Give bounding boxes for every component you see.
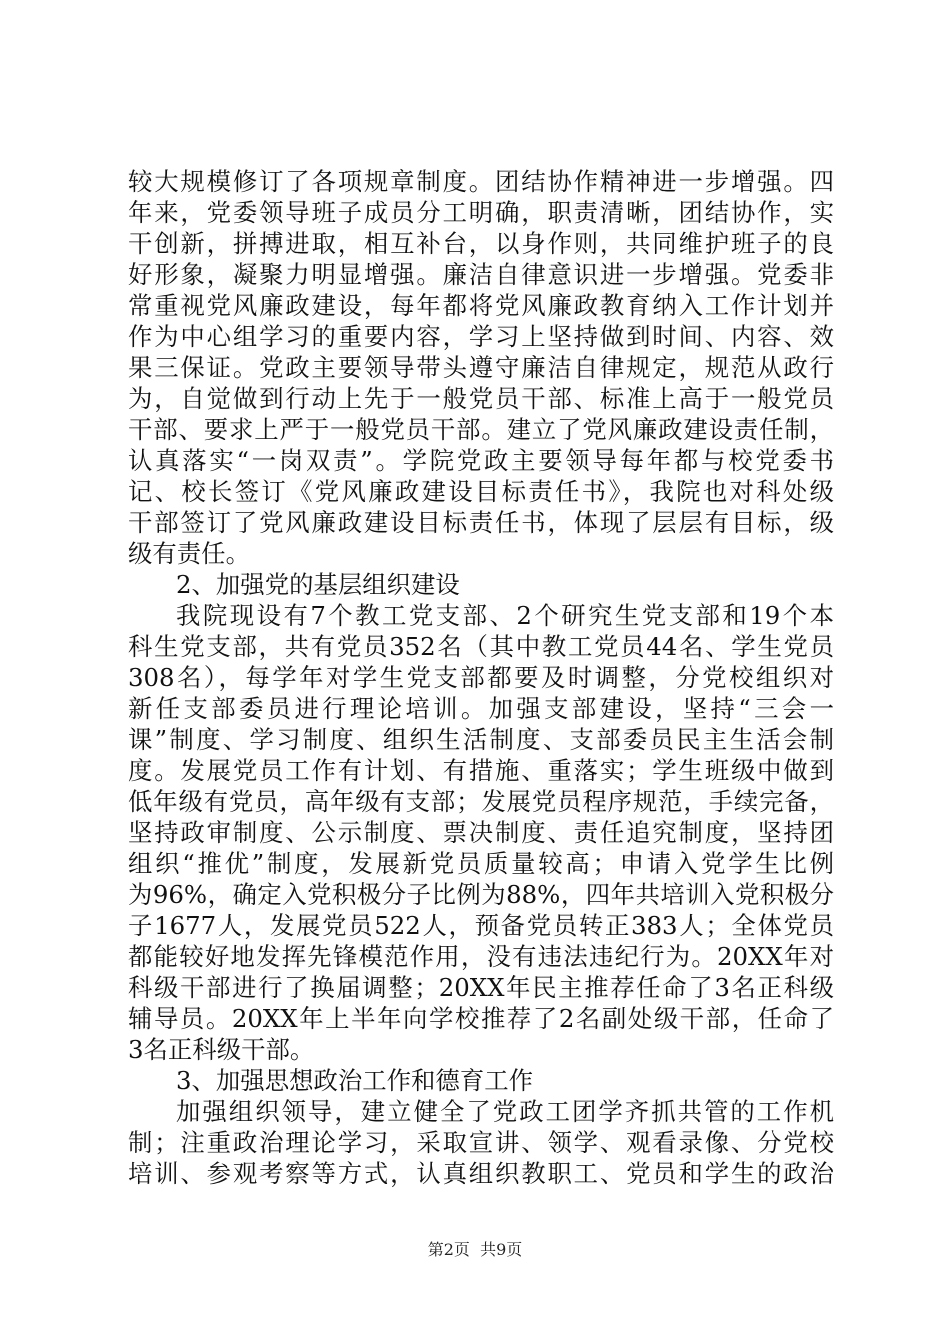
- text-line: 辅导员。20XX年上半年向学校推荐了2名副处级干部，任命了: [128, 1004, 834, 1033]
- text-line: 组织“推优”制度，发展新党员质量较高；申请入党学生比例: [128, 849, 834, 878]
- text-line: 常重视党风廉政建设，每年都将党风廉政教育纳入工作计划并: [128, 291, 834, 320]
- text-line: 干部、要求上严于一般党员干部。建立了党风廉政建设责任制，: [128, 415, 834, 444]
- text-line: 3名正科级干部。: [128, 1035, 315, 1064]
- text-line: 果三保证。党政主要领导带头遵守廉洁自律规定，规范从政行: [128, 353, 834, 382]
- text-line: 子1677人，发展党员522人，预备党员转正383人；全体党员: [128, 911, 834, 940]
- text-line: 级有责任。: [128, 539, 250, 568]
- text-line: 低年级有党员，高年级有支部；发展党员程序规范，手续完备，: [128, 787, 834, 816]
- text-line: 制；注重政治理论学习，采取宣讲、领学、观看录像、分党校: [128, 1128, 834, 1157]
- document-body: [128, 166, 834, 1189]
- text-line: 都能较好地发挥先锋模范作用，没有违法违纪行为。20XX年对: [128, 942, 834, 971]
- page-footer: 第2页 共9页: [427, 1240, 523, 1259]
- text-line: 3、加强思想政治工作和德育工作: [176, 1066, 533, 1095]
- text-line: 科级干部进行了换届调整；20XX年民主推荐任命了3名正科级: [128, 973, 834, 1002]
- text-line: 为，自觉做到行动上先于一般党员干部、标准上高于一般党员: [128, 384, 834, 413]
- text-line: 加强组织领导，建立健全了党政工团学齐抓共管的工作机: [176, 1097, 834, 1126]
- text-line: 308名），每学年对学生党支部都要及时调整，分党校组织对: [128, 663, 834, 692]
- text-line: 我院现设有7个教工党支部、2个研究生党支部和19个本: [176, 601, 834, 630]
- text-line: 好形象，凝聚力明显增强。廉洁自律意识进一步增强。党委非: [128, 260, 834, 289]
- text-line: 课”制度、学习制度、组织生活制度、支部委员民主生活会制: [128, 725, 834, 754]
- text-line: 为96%，确定入党积极分子比例为88%，四年共培训入党积极分: [128, 880, 834, 909]
- text-line: 作为中心组学习的重要内容，学习上坚持做到时间、内容、效: [128, 322, 834, 351]
- text-line: 干部签订了党风廉政建设目标责任书，体现了层层有目标，级: [128, 508, 834, 537]
- text-line: 度。发展党员工作有计划、有措施、重落实；学生班级中做到: [128, 756, 834, 785]
- text-line: 2、加强党的基层组织建设: [176, 570, 460, 599]
- text-line: 新任支部委员进行理论培训。加强支部建设，坚持“三会一: [128, 694, 834, 723]
- text-line: 坚持政审制度、公示制度、票决制度、责任追究制度，坚持团: [128, 818, 834, 847]
- text-line: 干创新，拼搏进取，相互补台，以身作则，共同维护班子的良: [128, 229, 834, 258]
- text-line: 记、校长签订《党风廉政建设目标责任书》，我院也对科处级: [128, 477, 834, 506]
- text-line: 较大规模修订了各项规章制度。团结协作精神进一步增强。四: [128, 167, 834, 196]
- text-line: 年来，党委领导班子成员分工明确，职责清晰，团结协作，实: [128, 198, 834, 227]
- text-line: 科生党支部，共有党员352名（其中教工党员44名、学生党员: [128, 632, 834, 661]
- text-line: 认真落实“一岗双责”。学院党政主要领导每年都与校党委书: [128, 446, 834, 475]
- text-line: 培训、参观考察等方式，认真组织教职工、党员和学生的政治: [128, 1159, 834, 1188]
